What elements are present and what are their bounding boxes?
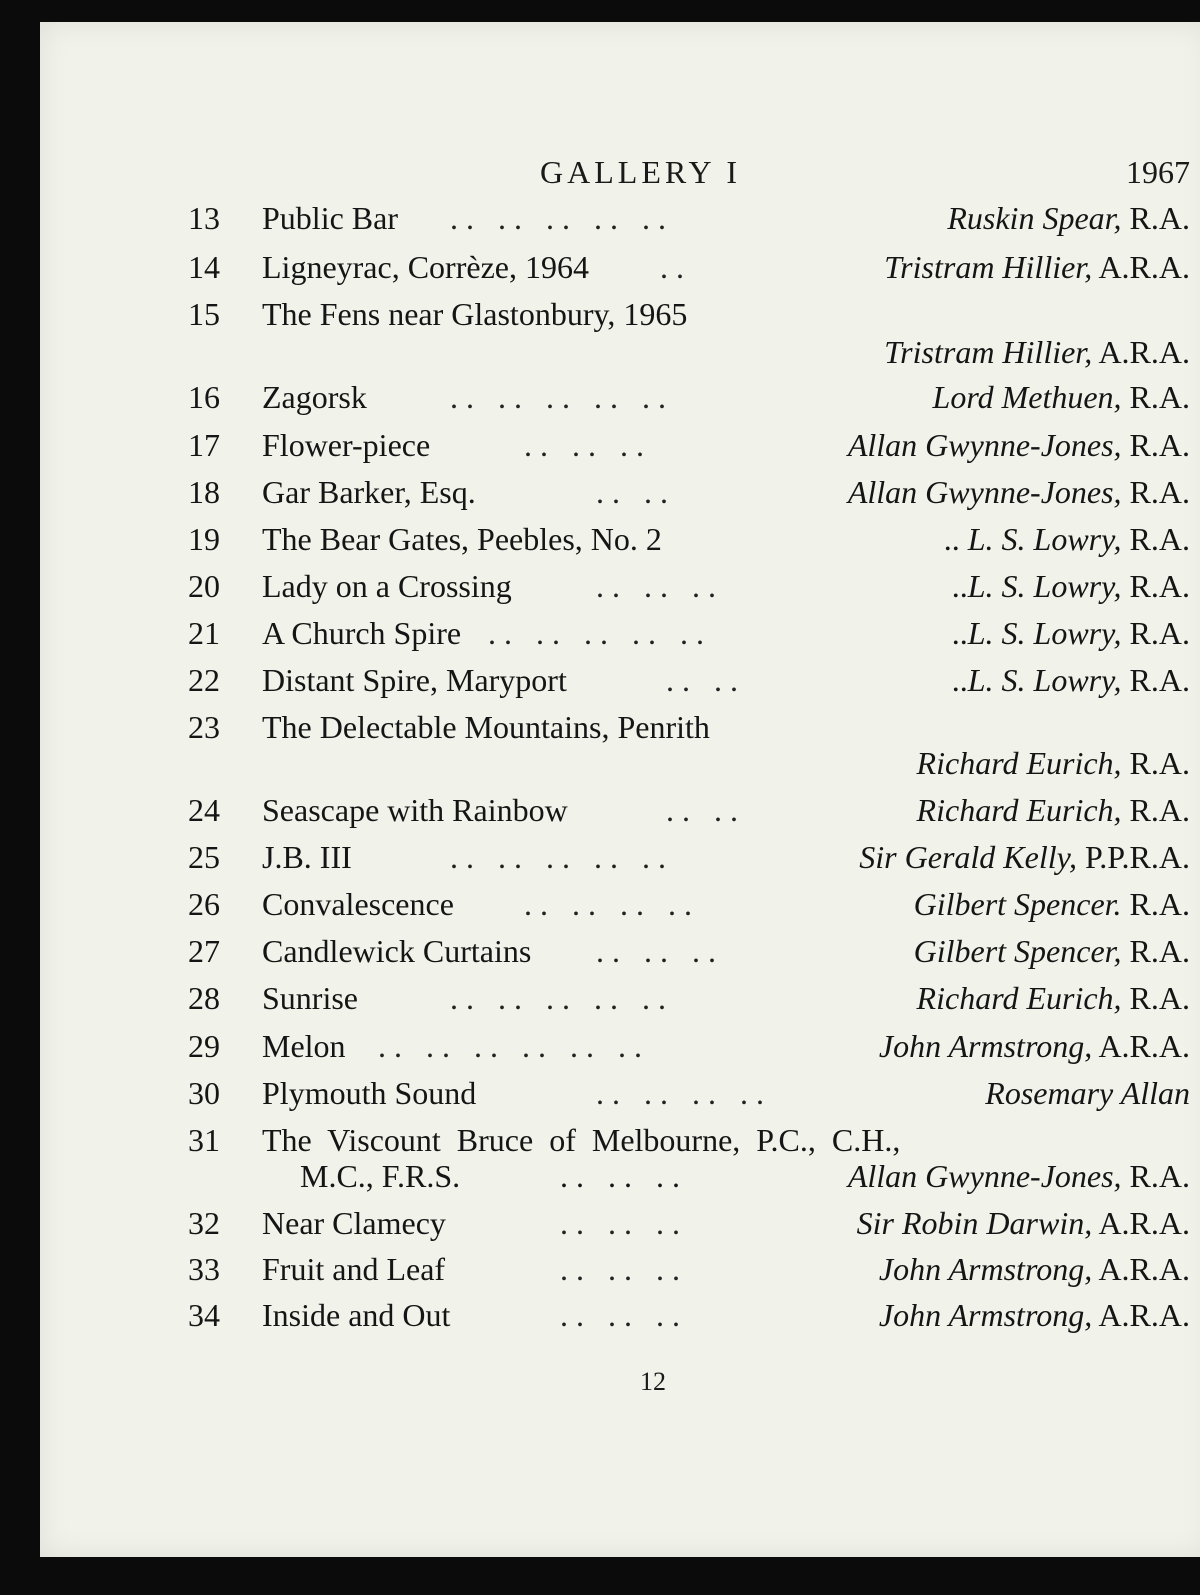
entry-number: 15 <box>188 296 220 332</box>
leader-dots: .. .. .. <box>596 568 724 604</box>
catalogue-entry <box>188 1251 1190 1295</box>
entry-title: Plymouth Sound <box>262 1075 477 1111</box>
entry-artist: Tristram Hillier, A.R.A. <box>884 334 1190 370</box>
entry-number: 21 <box>188 615 220 651</box>
leader-dots: .. .. .. .. .. <box>488 615 712 651</box>
entry-number: 32 <box>188 1205 220 1241</box>
leader-dots: .. .. .. .. <box>596 1075 772 1111</box>
entry-title: Melon <box>262 1028 346 1064</box>
leader-dots: .. .. .. .. .. <box>450 839 674 875</box>
catalogue-entry <box>188 792 1190 836</box>
leader-dots: .. .. .. .. .. .. <box>378 1028 650 1064</box>
entry-artist: Sir Robin Darwin, A.R.A. <box>856 1205 1190 1241</box>
leader-dots: .. .. .. <box>596 933 724 969</box>
leader-dots: .. .. .. <box>560 1251 688 1287</box>
entry-artist: Tristram Hillier, A.R.A. <box>884 249 1190 285</box>
entry-number: 20 <box>188 568 220 604</box>
entry-number: 22 <box>188 662 220 698</box>
entry-artist: Gilbert Spencer. R.A. <box>913 886 1190 922</box>
entry-title: The Viscount Bruce of Melbourne, P.C., C.H., <box>262 1122 901 1158</box>
entry-number: 28 <box>188 980 220 1016</box>
entry-number: 30 <box>188 1075 220 1111</box>
entry-number: 18 <box>188 474 220 510</box>
entry-number: 25 <box>188 839 220 875</box>
entry-title: Candlewick Curtains <box>262 933 532 969</box>
entry-number: 27 <box>188 933 220 969</box>
catalogue-year: 1967 <box>1126 154 1190 190</box>
entry-title: The Fens near Glastonbury, 1965 <box>262 296 688 332</box>
catalogue-entry <box>188 379 1190 423</box>
entry-title: Inside and Out <box>262 1297 451 1333</box>
gallery-title: GALLERY I <box>540 154 742 190</box>
page-number: 12 <box>640 1367 666 1396</box>
entry-artist: ..L. S. Lowry, R.A. <box>951 662 1190 698</box>
entry-artist: ..L. S. Lowry, R.A. <box>951 568 1190 604</box>
catalogue-entry <box>188 521 1190 565</box>
catalogue-entry-continuation <box>188 334 1190 374</box>
entry-number: 23 <box>188 709 220 745</box>
leader-dots: .. .. .. .. .. <box>450 379 674 415</box>
entry-number: 31 <box>188 1122 220 1158</box>
leader-dots: .. .. .. <box>524 427 652 463</box>
entry-title: J.B. III <box>262 839 352 875</box>
entry-number: 29 <box>188 1028 220 1064</box>
leader-dots: .. <box>660 249 692 285</box>
entry-number: 16 <box>188 379 220 415</box>
catalogue-entry <box>188 249 1190 293</box>
entry-title: A Church Spire <box>262 615 462 651</box>
entry-artist: Lord Methuen, R.A. <box>932 379 1190 415</box>
entry-artist: John Armstrong, A.R.A. <box>878 1251 1190 1287</box>
leader-dots: .. .. .. <box>560 1205 688 1241</box>
entry-artist: Sir Gerald Kelly, P.P.R.A. <box>859 839 1190 875</box>
leader-dots: .. .. .. .. .. <box>450 980 674 1016</box>
catalogue-entry <box>188 980 1190 1024</box>
entry-number: 26 <box>188 886 220 922</box>
catalogue-entry <box>188 1028 1190 1072</box>
entry-artist: .. L. S. Lowry, R.A. <box>943 521 1190 557</box>
entry-title: Flower-piece <box>262 427 431 463</box>
entry-title: Distant Spire, Maryport <box>262 662 567 698</box>
entry-artist: John Armstrong, A.R.A. <box>878 1028 1190 1064</box>
entry-artist: Allan Gwynne-Jones, R.A. <box>847 474 1190 510</box>
entry-title: Seascape with Rainbow <box>262 792 568 828</box>
entry-number: 19 <box>188 521 220 557</box>
catalogue-entry <box>188 662 1190 706</box>
leader-dots: .. .. <box>666 662 746 698</box>
entry-number: 13 <box>188 200 220 236</box>
entry-artist: Richard Eurich, R.A. <box>916 792 1190 828</box>
catalogue-entry <box>188 615 1190 659</box>
entry-title-continuation: M.C., F.R.S. <box>300 1158 461 1194</box>
entry-artist: Richard Eurich, R.A. <box>916 980 1190 1016</box>
entry-title: The Bear Gates, Peebles, No. 2 <box>262 521 662 557</box>
leader-dots: .. .. <box>596 474 676 510</box>
entry-title: Zagorsk <box>262 379 367 415</box>
entry-title: Ligneyrac, Corrèze, 1964 <box>262 249 589 285</box>
entry-artist: Rosemary Allan <box>985 1075 1190 1111</box>
catalogue-entry <box>188 933 1190 977</box>
page-header <box>40 154 1190 194</box>
leader-dots: .. .. .. .. .. <box>450 200 674 236</box>
entry-number: 24 <box>188 792 220 828</box>
entry-title: Convalescence <box>262 886 454 922</box>
entry-title: Gar Barker, Esq. <box>262 474 476 510</box>
entry-title: Near Clamecy <box>262 1205 446 1241</box>
catalogue-entry <box>188 1297 1190 1341</box>
leader-dots: .. .. .. .. <box>524 886 700 922</box>
entry-artist: Gilbert Spencer, R.A. <box>913 933 1190 969</box>
catalogue-entry <box>188 200 1190 244</box>
catalogue-page <box>40 22 1200 1557</box>
entry-title: Sunrise <box>262 980 358 1016</box>
entry-title: Lady on a Crossing <box>262 568 512 604</box>
leader-dots: .. .. .. <box>560 1297 688 1333</box>
catalogue-entry <box>188 474 1190 518</box>
entry-title: Fruit and Leaf <box>262 1251 446 1287</box>
catalogue-entry <box>188 886 1190 930</box>
entry-number: 34 <box>188 1297 220 1333</box>
entry-artist: Richard Eurich, R.A. <box>916 745 1190 781</box>
entry-title: The Delectable Mountains, Penrith <box>262 709 710 745</box>
entry-artist: John Armstrong, A.R.A. <box>878 1297 1190 1333</box>
entry-artist: ..L. S. Lowry, R.A. <box>951 615 1190 651</box>
leader-dots: .. .. <box>666 792 746 828</box>
entry-title: Public Bar <box>262 200 398 236</box>
catalogue-entry <box>188 1075 1190 1119</box>
catalogue-entry <box>188 568 1190 612</box>
catalogue-entry <box>188 839 1190 883</box>
catalogue-entry <box>188 1205 1190 1249</box>
catalogue-entry-continuation <box>188 1158 1190 1198</box>
entry-artist: Allan Gwynne-Jones, R.A. <box>847 1158 1190 1194</box>
entry-number: 17 <box>188 427 220 463</box>
catalogue-entry-continuation <box>188 745 1190 785</box>
entry-number: 33 <box>188 1251 220 1287</box>
entry-artist: Allan Gwynne-Jones, R.A. <box>847 427 1190 463</box>
entry-artist: Ruskin Spear, R.A. <box>947 200 1190 236</box>
leader-dots: .. .. .. <box>560 1158 688 1194</box>
catalogue-entry <box>188 427 1190 471</box>
entry-number: 14 <box>188 249 220 285</box>
